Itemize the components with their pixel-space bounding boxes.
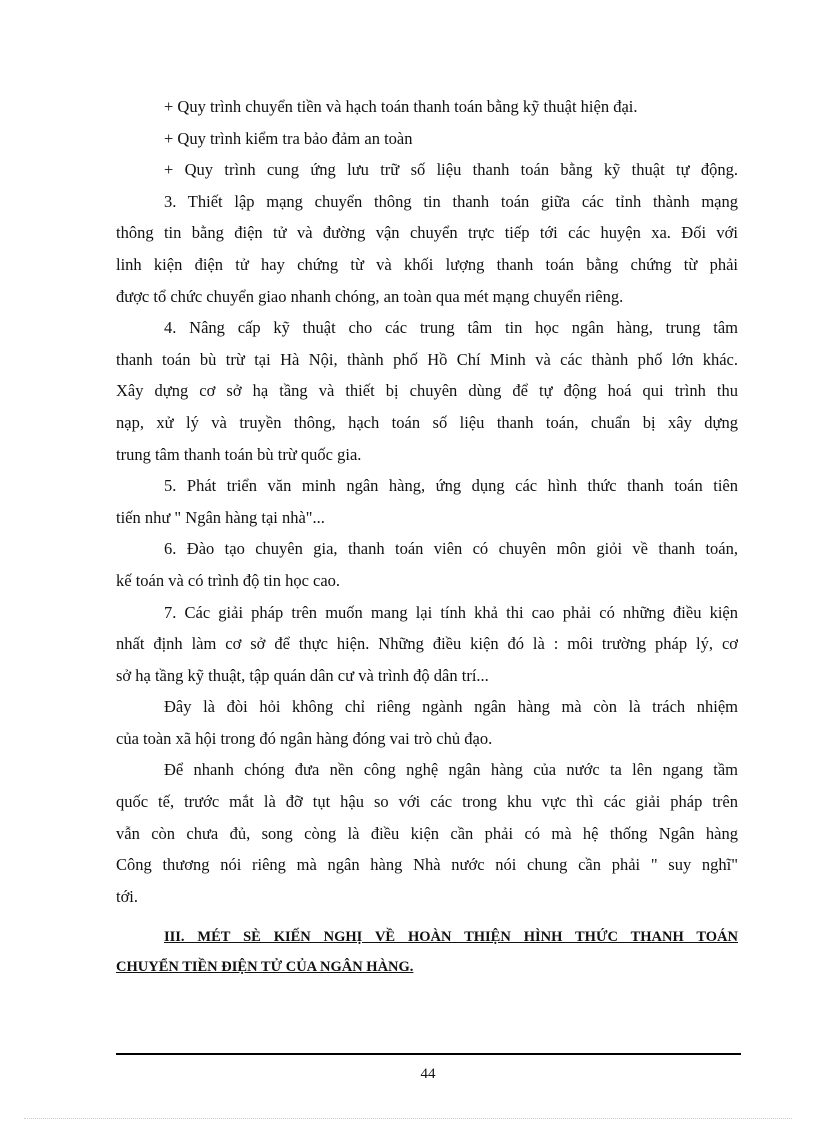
paragraph-line: của toàn xã hội trong đó ngân hàng đóng vai trò chủ đạo. bbox=[116, 728, 493, 748]
paragraph-line: tiến như " Ngân hàng tại nhà"... bbox=[116, 507, 325, 527]
paragraph-line: + Quy trình kiểm tra bảo đảm an toàn bbox=[164, 128, 413, 148]
paragraph-line: nạp, xử lý và truyền thông, hạch toán số liệu thanh toán, chuẩn bị xây dựng bbox=[116, 412, 738, 432]
page-number bbox=[0, 1066, 816, 1083]
section-heading: III. MÉT SÈ KIẾN NGHỊ VỀ HOÀN THIỆN HÌNH THỨC THANH TOÁN bbox=[164, 929, 738, 945]
paragraph-line: kế toán và có trình độ tin học cao. bbox=[116, 570, 341, 590]
paragraph-line: thanh toán bù trừ tại Hà Nội, thành phố Hồ Chí Minh và các thành phố lớn khác. bbox=[116, 349, 738, 369]
paragraph-line: 3. Thiết lập mạng chuyển thông tin thanh toán giữa các tỉnh thành mạng bbox=[164, 191, 738, 211]
section-heading-continued: CHUYỂN TIỀN ĐIỆN TỬ CỦA NGÂN HÀNG. bbox=[116, 959, 414, 975]
paragraph-line: nhất định làm cơ sở để thực hiện. Những điều kiện đó là : môi trường pháp lý, cơ bbox=[116, 634, 738, 654]
paragraph-line: 5. Phát triển văn minh ngân hàng, ứng dụng các hình thức thanh toán tiên bbox=[164, 476, 738, 496]
paragraph-line: 6. Đào tạo chuyên gia, thanh toán viên có chuyên môn giỏi về thanh toán, bbox=[164, 539, 738, 559]
paragraph-line: Xây dựng cơ sở hạ tầng và thiết bị chuyên dùng để tự động hoá qui trình thu bbox=[116, 381, 738, 401]
body-text bbox=[116, 91, 738, 912]
page-number-text: 44 bbox=[420, 1066, 436, 1082]
paragraph-line: quốc tế, trước mắt là đỡ tụt hậu so với các trong khu vực thì các giải pháp trên bbox=[116, 792, 738, 812]
footer-rule bbox=[116, 1053, 741, 1055]
paragraph-line: tới. bbox=[116, 886, 139, 906]
paragraph-line: + Quy trình cung ứng lưu trữ số liệu thanh toán bằng kỹ thuật tự động. bbox=[164, 160, 738, 180]
paragraph-line: thông tin bằng điện tử và đường vận chuyển trực tiếp tới các huyện xa. Đối với bbox=[116, 223, 738, 243]
paragraph-line: Công thương nói riêng mà ngân hàng Nhà nước nói chung cần phải " suy nghĩ" bbox=[116, 855, 738, 875]
paragraph-line: linh kiện điện tử hay chứng từ và khối lượng thanh toán bằng chứng từ phải bbox=[116, 254, 738, 274]
paragraph-line: Đây là đòi hỏi không chỉ riêng ngành ngân hàng mà còn là trách nhiệm bbox=[164, 697, 738, 717]
paragraph-line: 7. Các giải pháp trên muốn mang lại tính khả thi cao phải có những điều kiện bbox=[164, 602, 738, 622]
paragraph-line: được tổ chức chuyển giao nhanh chóng, an toàn qua mét mạng chuyển riêng. bbox=[116, 286, 624, 306]
paragraph-line: Để nhanh chóng đưa nền công nghệ ngân hàng của nước ta lên ngang tầm bbox=[164, 760, 738, 780]
paragraph-line: vẫn còn chưa đủ, song còng là điều kiện cần phải có mà hệ thống Ngân hàng bbox=[116, 823, 738, 843]
paragraph-line: 4. Nâng cấp kỹ thuật cho các trung tâm tin học ngân hàng, trung tâm bbox=[164, 318, 738, 338]
paragraph-line: sở hạ tầng kỹ thuật, tập quán dân cư và trình độ dân trí... bbox=[116, 665, 489, 685]
page-edge bbox=[24, 1118, 792, 1119]
paragraph-line: + Quy trình chuyển tiền và hạch toán thanh toán bằng kỹ thuật hiện đại. bbox=[164, 97, 638, 116]
paragraph-line: trung tâm thanh toán bù trừ quốc gia. bbox=[116, 444, 362, 464]
